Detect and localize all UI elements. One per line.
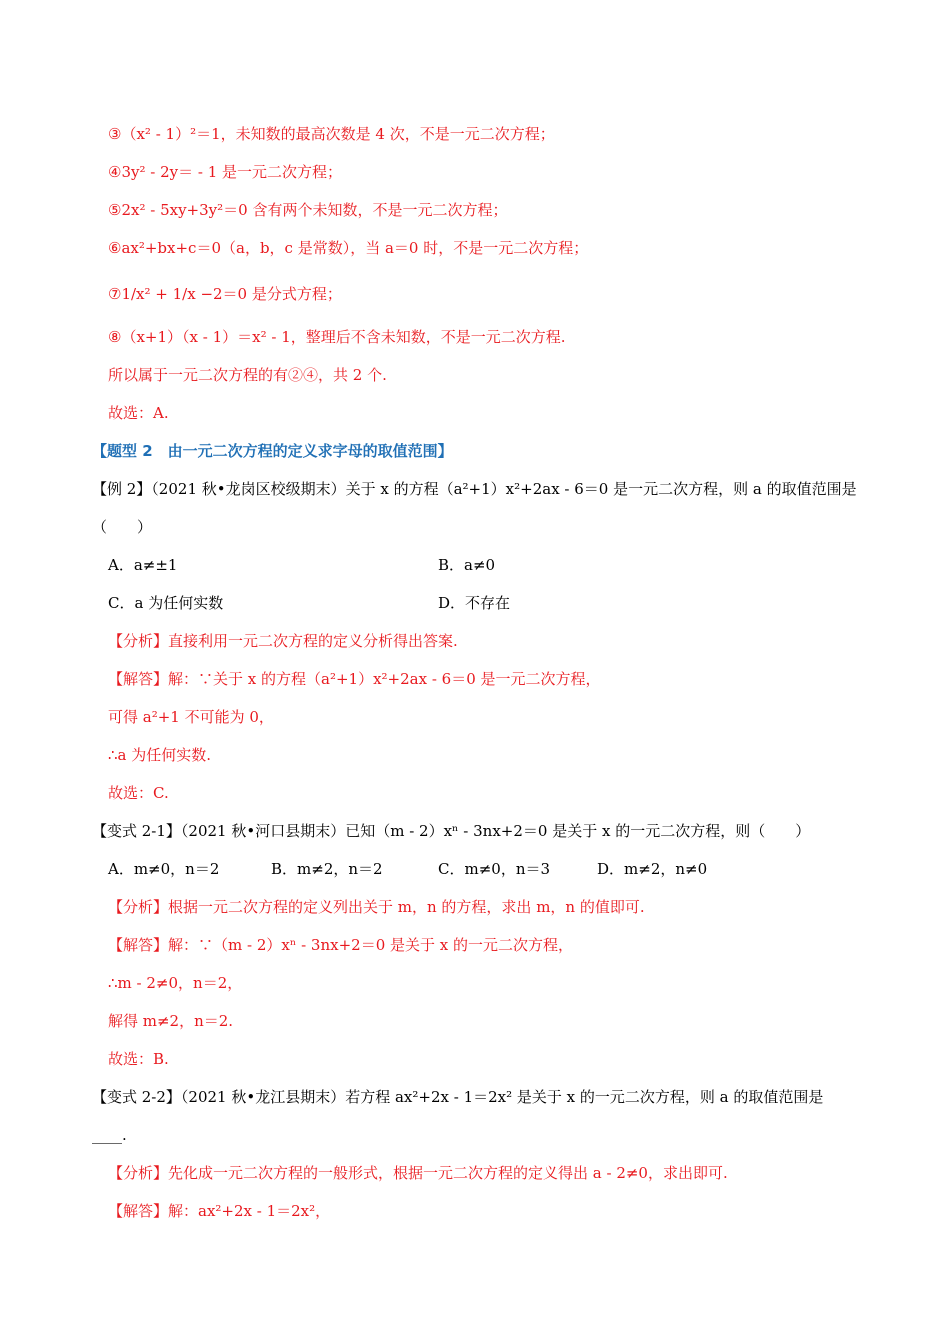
v21-option-b[interactable]: B．m≠2，n＝2 xyxy=(271,860,383,878)
v21-solution-2: ∴m - 2≠0，n＝2， xyxy=(108,974,243,992)
answer-1: 故选：A. xyxy=(108,404,169,422)
ex2-solution-2: 可得 a²+1 不可能为 0， xyxy=(108,708,274,726)
variant-2-1-question: 【变式 2-1】（2021 秋•河口县期末）已知（m - 2）xⁿ - 3nx+2＝0 是关于 x 的一元二次方程，则（ ） xyxy=(92,822,811,840)
ex2-answer: 故选：C. xyxy=(108,784,169,802)
ex2-option-d[interactable]: D．不存在 xyxy=(438,594,511,612)
variant-2-2-question: 【变式 2-2】（2021 秋•龙江县期末）若方程 ax²+2x - 1＝2x² 是关于 x 的一元二次方程，则 a 的取值范围是 ____. xyxy=(92,1088,824,1144)
solution-item-4: ④3y² - 2y＝ - 1 是一元二次方程； xyxy=(108,163,343,181)
v22-analysis: 【分析】先化成一元二次方程的一般形式，根据一元二次方程的定义得出 a - 2≠0，求出即可. xyxy=(108,1164,728,1182)
v21-solution-1: 【解答】解：∵（m - 2）xⁿ - 3nx+2＝0 是关于 x 的一元二次方程， xyxy=(108,936,574,954)
example-2-question: 【例 2】（2021 秋•龙岗区校级期末）关于 x 的方程（a²+1）x²+2ax - 6＝0 是一元二次方程，则 a 的取值范围是（ ） xyxy=(92,480,857,536)
v21-analysis: 【分析】根据一元二次方程的定义列出关于 m，n 的方程，求出 m，n 的值即可. xyxy=(108,898,645,916)
ex2-option-b[interactable]: B．a≠0 xyxy=(438,556,496,574)
v21-option-c[interactable]: C．m≠0，n＝3 xyxy=(438,860,551,878)
ex2-solution-3: ∴a 为任何实数. xyxy=(108,746,212,764)
conclusion: 所以属于一元二次方程的有②④，共 2 个. xyxy=(108,366,387,384)
solution-item-3: ③（x² - 1）²＝1，未知数的最高次数是 4 次，不是一元二次方程； xyxy=(108,125,555,143)
ex2-solution-1: 【解答】解：∵关于 x 的方程（a²+1）x²+2ax - 6＝0 是一元二次方程， xyxy=(108,670,601,688)
v21-option-a[interactable]: A．m≠0，n＝2 xyxy=(108,860,220,878)
solution-item-6: ⑥ax²+bx+c＝0（a，b，c 是常数），当 a＝0 时，不是一元二次方程； xyxy=(108,239,589,257)
v21-option-d[interactable]: D．m≠2，n≠0 xyxy=(597,860,708,878)
solution-item-7: ⑦1/x² + 1/x −2＝0 是分式方程； xyxy=(108,285,342,303)
section-heading: 【题型 2 由一元二次方程的定义求字母的取值范围】 xyxy=(92,442,453,460)
v22-solution-1: 【解答】解：ax²+2x - 1＝2x²， xyxy=(108,1202,331,1220)
v21-answer: 故选：B. xyxy=(108,1050,169,1068)
v21-solution-3: 解得 m≠2，n＝2. xyxy=(108,1012,234,1030)
ex2-option-c[interactable]: C．a 为任何实数 xyxy=(108,594,224,612)
ex2-option-a[interactable]: A．a≠±1 xyxy=(108,556,178,574)
ex2-analysis: 【分析】直接利用一元二次方程的定义分析得出答案. xyxy=(108,632,458,650)
solution-item-8: ⑧（x+1）（x - 1）＝x² - 1，整理后不含未知数，不是一元二次方程. xyxy=(108,328,566,346)
solution-item-5: ⑤2x² - 5xy+3y²＝0 含有两个未知数，不是一元二次方程； xyxy=(108,201,508,219)
